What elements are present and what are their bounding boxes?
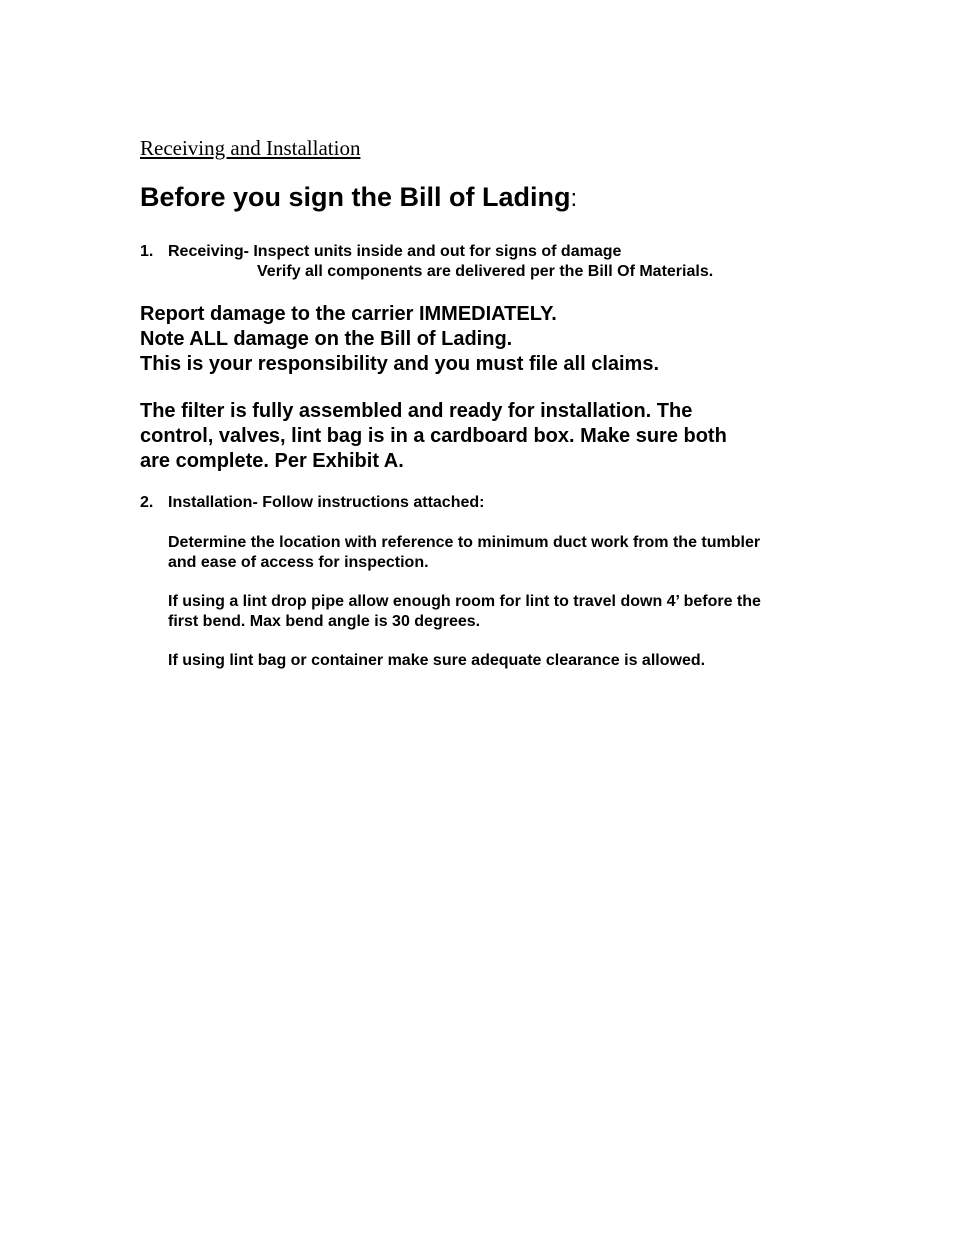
item1-number: 1. [140, 243, 154, 260]
drop-pipe-paragraph [168, 592, 761, 631]
item1-verify-line: Verify all components are delivered per the Bill Of Materials. [257, 263, 714, 280]
filter-line-2: control, valves, lint bag is in a cardboard box. Make sure both [140, 425, 727, 447]
filter-line-1: The filter is fully assembled and ready for installation. The [140, 400, 693, 422]
location-paragraph [168, 533, 760, 572]
lintbag-line-1: If using lint bag or container make sure adequate clearance is allowed. [168, 652, 706, 669]
report-line-3: This is your responsibility and you must file all claims. [140, 353, 660, 375]
item2-number: 2. [140, 494, 154, 511]
droppipe-line-1: If using a lint drop pipe allow enough room for lint to travel down 4’ before the [168, 593, 761, 610]
item1-receiving-line: Receiving- Inspect units inside and out for signs of damage [168, 243, 622, 260]
filter-line-3: are complete. Per Exhibit A. [140, 450, 404, 472]
droppipe-line-2: first bend. Max bend angle is 30 degrees. [168, 612, 481, 630]
item2-installation-line: Installation- Follow instructions attached: [168, 494, 485, 511]
page-heading [140, 180, 577, 216]
location-line-2: and ease of access for inspection. [168, 553, 429, 571]
lint-bag-paragraph [168, 651, 705, 671]
report-line-2: Note ALL damage on the Bill of Lading. [140, 328, 513, 350]
filter-assembled-block [140, 399, 727, 474]
location-line-1: Determine the location with reference to minimum duct work from the tumbler [168, 534, 761, 551]
section-label: Receiving and Installation [140, 136, 361, 160]
report-line-1: Report damage to the carrier IMMEDIATELY. [140, 303, 557, 325]
heading-text: Before you sign the Bill of Lading [140, 182, 571, 212]
heading-colon: : [570, 185, 578, 212]
report-damage-block [140, 302, 659, 377]
